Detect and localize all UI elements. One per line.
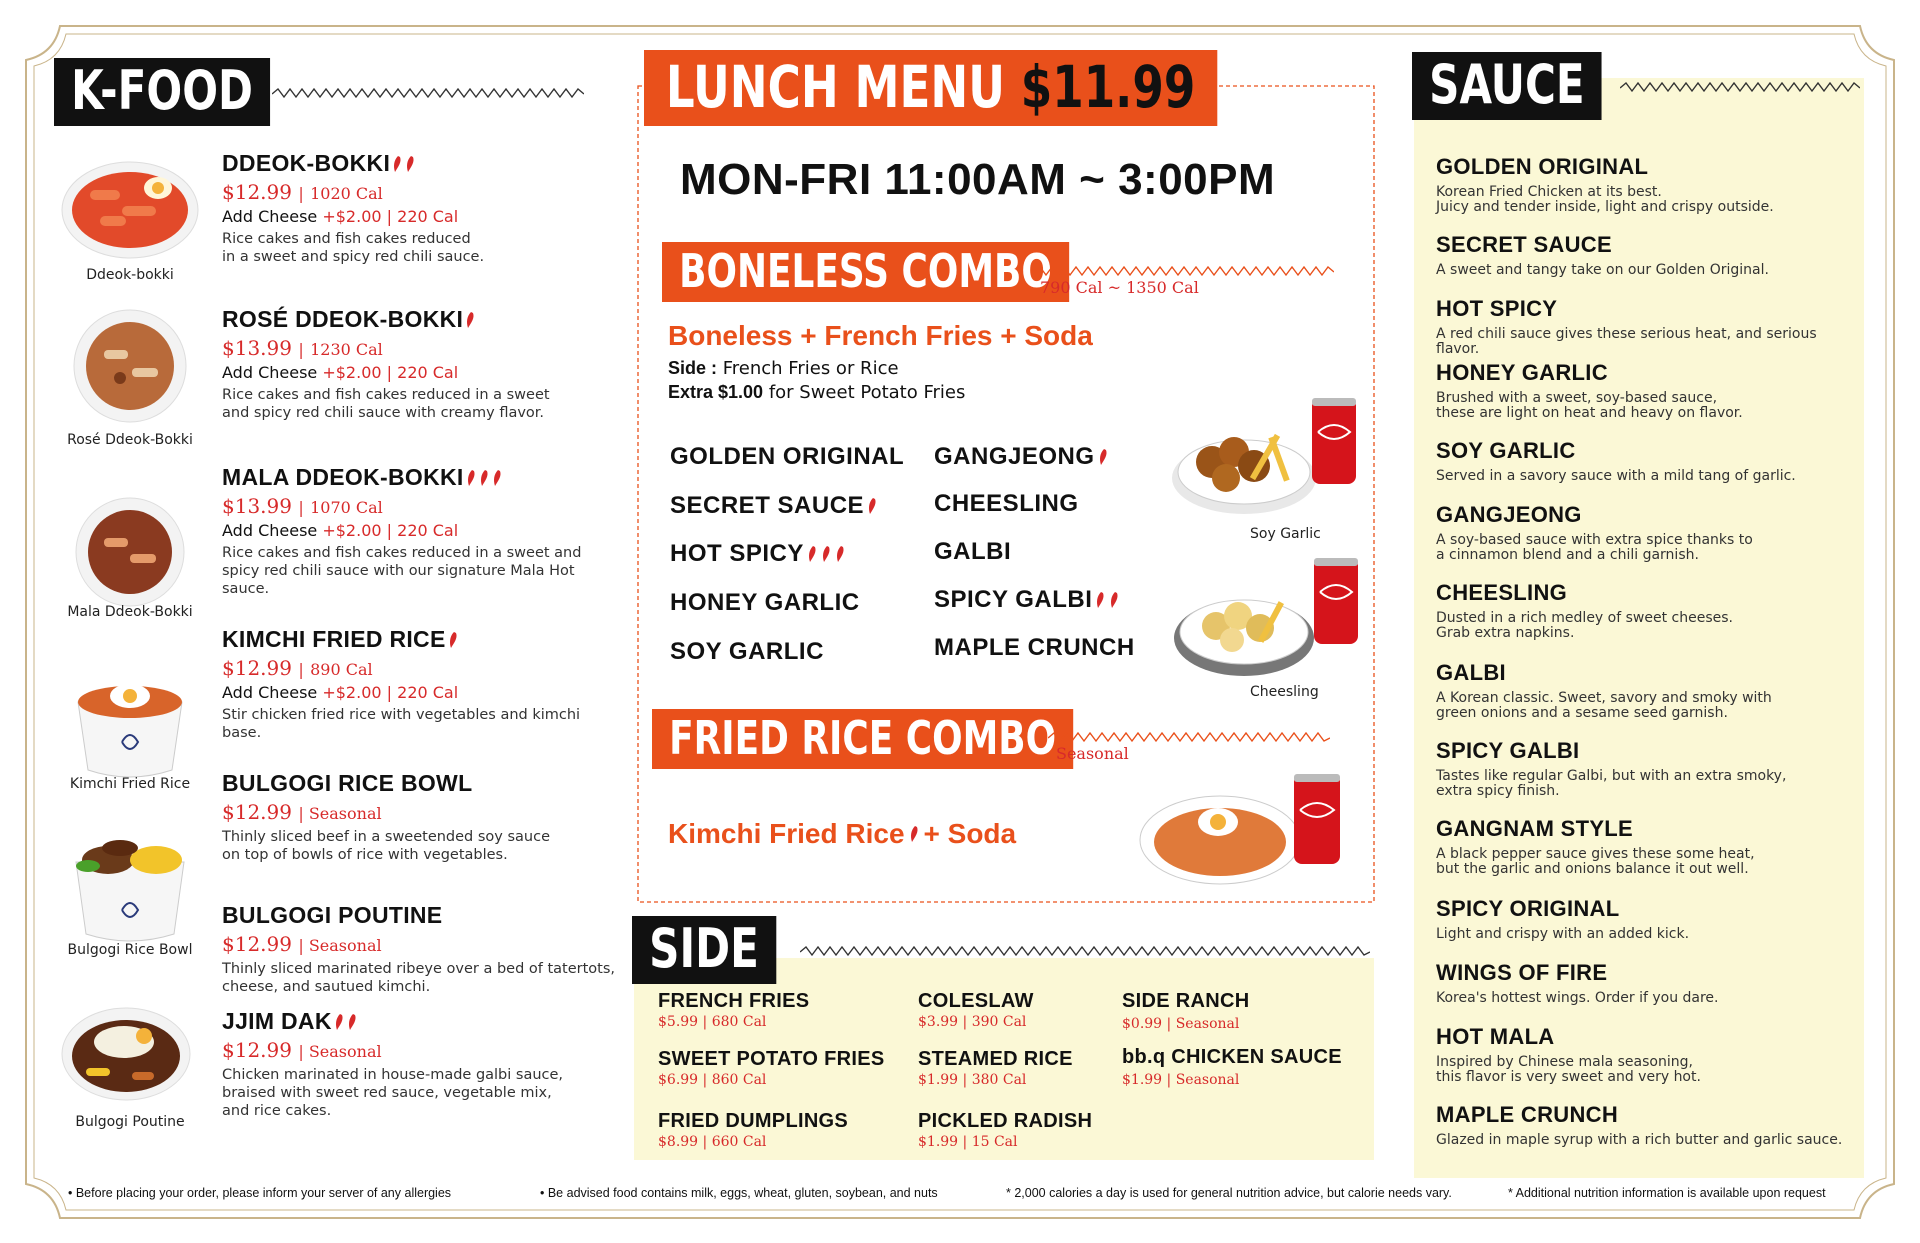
side-side-ranch-price: $0.99 | Seasonal [1122, 1016, 1240, 1032]
chili-pepper-icon [392, 155, 403, 173]
sauce-name: HOT SPICY [1436, 296, 1558, 321]
rose-ddeok-bokki-caption: Rosé Ddeok-Bokki [67, 432, 193, 448]
add-cheese-price: +$2.00 [322, 363, 382, 382]
chili-pepper-icon [807, 545, 818, 563]
kimchi-fried-rice-caption: Kimchi Fried Rice [69, 776, 191, 792]
combo-flavor-maple-crunch[interactable] [934, 634, 1135, 662]
side-title: SIDE [632, 916, 776, 984]
bulgogi-poutine-calories: | Seasonal [298, 936, 382, 955]
bulgogi-rice-bowl-caption: Bulgogi Rice Bowl [67, 942, 193, 958]
side-pickled-radish-price: $1.99 | 15 Cal [918, 1134, 1018, 1150]
sauce-desc: green onions and a sesame seed garnish. [1436, 705, 1728, 722]
ddeok-bokki-caption: Ddeok-bokki [86, 267, 174, 283]
fried-rice-combo-note: Seasonal [1056, 744, 1129, 763]
sauce-wings-of-fire[interactable] [1436, 960, 1856, 1006]
side-side-ranch[interactable]: SIDE RANCH [1122, 990, 1250, 1012]
sauce-maple-crunch[interactable] [1436, 1102, 1856, 1148]
soy-garlic-photo-caption: Soy Garlic [1250, 526, 1321, 542]
sauce-name: MAPLE CRUNCH [1436, 1102, 1619, 1127]
side-steamed-rice-price: $1.99 | 380 Cal [918, 1072, 1027, 1088]
lunch-hours: MON-FRI 11:00AM ~ 3:00PM [680, 155, 1276, 204]
combo-flavor-golden-original[interactable] [670, 443, 904, 471]
chili-pepper-icon [1109, 591, 1120, 609]
combo-flavor-cheesling[interactable] [934, 490, 1079, 518]
bulgogi-poutine-desc: cheese, and sautued kimchi. [222, 979, 431, 996]
side-fried-dumplings[interactable]: FRIED DUMPLINGS [658, 1110, 849, 1132]
add-cheese-calories: | 220 Cal [386, 363, 459, 382]
sauce-desc: A black pepper sauce gives these some heat, [1436, 846, 1755, 862]
sauce-name: CHEESLING [1436, 580, 1568, 605]
sauce-hot-mala[interactable] [1436, 1024, 1856, 1085]
rose-ddeok-bokki-price: $13.99 [222, 336, 292, 360]
add-cheese-calories: | 220 Cal [386, 521, 459, 540]
add-cheese-calories: | 220 Cal [386, 207, 459, 226]
bulgogi-rice-bowl-price: $12.99 [222, 800, 292, 824]
sauce-name: SPICY ORIGINAL [1436, 896, 1620, 921]
chili-pepper-icon [448, 631, 459, 649]
footer-calorie-note: * 2,000 calories a day is used for general nutrition advice, but calorie needs vary. [1006, 1186, 1452, 1200]
sauce-desc: Light and crispy with an added kick. [1436, 926, 1690, 942]
side-pickled-radish[interactable]: PICKLED RADISH [918, 1110, 1093, 1132]
flavor-label: HOT SPICY [670, 540, 804, 567]
side-sweet-potato-fries[interactable]: SWEET POTATO FRIES [658, 1048, 885, 1070]
sauce-name: HOT MALA [1436, 1024, 1555, 1049]
sauce-name: GANGNAM STYLE [1436, 816, 1634, 841]
flavor-label: GANGJEONG [934, 443, 1095, 470]
sauce-gangjeong[interactable] [1436, 502, 1856, 563]
sauce-cheesling[interactable] [1436, 580, 1856, 641]
side-french-fries-price: $5.99 | 680 Cal [658, 1014, 767, 1030]
sauce-desc: Grab extra napkins. [1436, 625, 1575, 642]
flavor-label: GOLDEN ORIGINAL [670, 443, 905, 470]
combo-flavor-gangjeong[interactable] [934, 443, 1109, 471]
rose-ddeok-bokki-separator: | [298, 340, 304, 359]
sauce-name: SECRET SAUCE [1436, 232, 1612, 257]
flavor-label: SECRET SAUCE [670, 492, 865, 519]
add-cheese-label: Add Cheese [222, 683, 318, 702]
ddeok-bokki-price: $12.99 [222, 180, 292, 204]
kfood-title: K-FOOD [54, 58, 270, 126]
mala-ddeok-bokki-caption: Mala Ddeok-Bokki [67, 604, 193, 620]
sauce-desc: extra spicy finish. [1436, 783, 1560, 800]
kfood-zigzag-divider [272, 88, 584, 100]
bulgogi-poutine-desc: Thinly sliced marinated ribeye over a bed of tatertots, [222, 961, 616, 977]
kimchi-fried-rice-photo [60, 662, 200, 782]
side-bbq-chicken-sauce[interactable]: bb.q CHICKEN SAUCE [1122, 1046, 1342, 1068]
kimchi-fried-rice-calories: 890 Cal [310, 660, 373, 679]
sauce-name: GOLDEN ORIGINAL [1436, 154, 1649, 179]
sauce-galbi[interactable] [1436, 660, 1856, 721]
sauce-desc: A red chili sauce gives these serious heat, and serious flavor. [1436, 326, 1817, 358]
add-cheese-price: +$2.00 [322, 207, 382, 226]
side-steamed-rice[interactable]: STEAMED RICE [918, 1048, 1073, 1070]
side-sweet-potato-fries-price: $6.99 | 860 Cal [658, 1072, 767, 1088]
sauce-title: SAUCE [1412, 52, 1602, 120]
add-cheese-price: +$2.00 [322, 683, 382, 702]
mala-ddeok-bokki-photo [60, 492, 200, 612]
side-french-fries[interactable]: FRENCH FRIES [658, 990, 810, 1012]
bulgogi-rice-bowl-name: BULGOGI RICE BOWL [222, 770, 473, 796]
mala-ddeok-bokki-name: MALA DDEOK-BOKKI [222, 464, 464, 490]
sauce-desc: Dusted in a rich medley of sweet cheeses. [1436, 610, 1733, 626]
footer-allergy-note: • Before placing your order, please inform your server of any allergies [68, 1186, 452, 1200]
mala-ddeok-bokki-desc: spicy red chili sauce with our signature Mala Hot sauce. [222, 563, 575, 598]
ddeok-bokki-separator: | [298, 184, 304, 203]
ddeok-bokki-desc: in a sweet and spicy red chili sauce. [222, 249, 485, 266]
flavor-label: CHEESLING [934, 490, 1079, 517]
jjim-dak-photo [56, 994, 196, 1114]
lunch-menu-title: LUNCH MENU [665, 53, 1005, 121]
flavor-label: GALBI [934, 538, 1012, 565]
ddeok-bokki-calories: 1020 Cal [310, 184, 383, 203]
side-choice-label: Side : [668, 358, 718, 378]
fried-rice-zigzag-divider [1048, 732, 1330, 744]
chili-pepper-icon [1098, 448, 1109, 466]
jjim-dak-desc: and rice cakes. [222, 1103, 332, 1120]
sauce-spicy-galbi[interactable] [1436, 738, 1856, 799]
kimchi-fried-rice-price: $12.99 [222, 656, 292, 680]
kfood-item-jjim-dak[interactable] [60, 1008, 620, 1158]
combo-flavor-honey-garlic[interactable] [670, 589, 860, 617]
fried-rice-combo-title: FRIED RICE COMBO [652, 709, 1073, 769]
bulgogi-rice-bowl-desc: on top of bowls of rice with vegetables. [222, 847, 508, 864]
sauce-desc: Served in a savory sauce with a mild tang of garlic. [1436, 468, 1796, 484]
rose-ddeok-bokki-name: ROSÉ DDEOK-BOKKI [222, 306, 464, 332]
side-fried-dumplings-price: $8.99 | 660 Cal [658, 1134, 767, 1150]
cheesling-photo-caption: Cheesling [1250, 684, 1319, 700]
sauce-desc: Tastes like regular Galbi, but with an extra smoky, [1436, 768, 1787, 784]
kfood-item-rose-ddeok-bokki[interactable] [60, 306, 620, 446]
kfood-item-ddeok-bokki[interactable] [60, 150, 620, 290]
sauce-honey-garlic[interactable] [1436, 360, 1856, 421]
jjim-dak-price: $12.99 [222, 1038, 292, 1062]
add-cheese-label: Add Cheese [222, 363, 318, 382]
combo-flavor-galbi[interactable] [934, 538, 1011, 566]
sauce-desc: Korea's hottest wings. Order if you dare. [1436, 990, 1719, 1006]
chili-pepper-icon [867, 497, 878, 515]
rose-ddeok-bokki-desc: Rice cakes and fish cakes reduced in a sweet [222, 387, 550, 403]
fried-rice-combo-headline [668, 818, 1016, 850]
jjim-dak-caption: Bulgogi Poutine [75, 1114, 185, 1130]
lunch-menu-banner [644, 50, 1217, 126]
chili-pepper-icon [835, 545, 846, 563]
kimchi-fried-rice-separator: | [298, 660, 304, 679]
chili-pepper-icon [1095, 591, 1106, 609]
mala-ddeok-bokki-calories: 1070 Cal [310, 498, 383, 517]
rose-ddeok-bokki-calories: 1230 Cal [310, 340, 383, 359]
combo-flavor-spicy-galbi[interactable] [934, 586, 1120, 614]
flavor-label: HONEY GARLIC [670, 589, 860, 616]
footer-nutrition-note: * Additional nutrition information is available upon request [1508, 1186, 1826, 1200]
boneless-combo-title: BONELESS COMBO [662, 242, 1069, 302]
kimchi-fried-rice-desc: Stir chicken fried rice with vegetables and kimchi base. [222, 707, 581, 742]
sauce-desc: Juicy and tender inside, light and crispy outside. [1436, 199, 1774, 216]
flavor-label: SOY GARLIC [670, 638, 824, 665]
side-coleslaw-price: $3.99 | 390 Cal [918, 1014, 1027, 1030]
bulgogi-rice-bowl-desc: Thinly sliced beef in a sweetended soy sauce [222, 829, 551, 845]
bulgogi-poutine-name: BULGOGI POUTINE [222, 902, 443, 928]
combo-flavor-soy-garlic[interactable] [670, 638, 824, 666]
mala-ddeok-bokki-separator: | [298, 498, 304, 517]
footer-ingredients-note: • Be advised food contains milk, eggs, wheat, gluten, soybean, and nuts [540, 1186, 938, 1200]
sauce-name: HONEY GARLIC [1436, 360, 1608, 385]
combo-flavor-hot-spicy[interactable] [670, 540, 846, 568]
sauce-desc: A sweet and tangy take on our Golden Original. [1436, 262, 1769, 278]
chili-pepper-icon [405, 155, 416, 173]
sauce-golden-original[interactable] [1436, 154, 1856, 215]
sauce-gangnam-style[interactable] [1436, 816, 1856, 877]
sauce-zigzag-divider [1620, 82, 1860, 94]
boneless-zigzag-divider [1034, 266, 1334, 278]
sauce-desc: Glazed in maple syrup with a rich butter and garlic sauce. [1436, 1132, 1843, 1148]
extra-charge-value: for Sweet Potato Fries [768, 382, 966, 403]
chili-pepper-icon [909, 825, 920, 843]
kimchi-fried-rice-name: KIMCHI FRIED RICE [222, 626, 446, 652]
chili-pepper-icon [347, 1013, 358, 1031]
sauce-spicy-original[interactable] [1436, 896, 1856, 942]
add-cheese-price: +$2.00 [322, 521, 382, 540]
combo-flavor-secret-sauce[interactable] [670, 492, 878, 520]
sauce-desc: Inspired by Chinese mala seasoning, [1436, 1054, 1693, 1070]
kfood-item-mala-ddeok-bokki[interactable] [60, 456, 620, 620]
sauce-name: SPICY GALBI [1436, 738, 1580, 763]
chili-pepper-icon [479, 469, 490, 487]
side-coleslaw[interactable]: COLESLAW [918, 990, 1034, 1012]
chili-pepper-icon [466, 469, 477, 487]
chili-pepper-icon [492, 469, 503, 487]
side-choice-value: French Fries or Rice [722, 358, 899, 379]
jjim-dak-name: JJIM DAK [222, 1008, 332, 1034]
fried-rice-combo-drink: + Soda [923, 818, 1017, 849]
ddeok-bokki-name: DDEOK-BOKKI [222, 150, 391, 176]
sauce-desc: a cinnamon blend and a chili garnish. [1436, 547, 1699, 564]
sauce-desc: A Korean classic. Sweet, savory and smoky with [1436, 690, 1772, 706]
chili-pepper-icon [334, 1013, 345, 1031]
jjim-dak-desc: Chicken marinated in house-made galbi sauce, [222, 1067, 564, 1083]
sauce-desc: but the garlic and onions balance it out well. [1436, 861, 1749, 878]
sauce-desc: Brushed with a sweet, soy-based sauce, [1436, 390, 1718, 406]
sauce-name: WINGS OF FIRE [1436, 960, 1608, 985]
sauce-desc: this flavor is very sweet and very hot. [1436, 1069, 1701, 1086]
sauce-hot-spicy[interactable] [1436, 296, 1856, 357]
bulgogi-poutine-price: $12.99 [222, 932, 292, 956]
extra-charge-label: Extra $1.00 [668, 382, 764, 402]
sauce-desc: Korean Fried Chicken at its best. [1436, 184, 1662, 200]
add-cheese-label: Add Cheese [222, 521, 318, 540]
fried-rice-combo-item: Kimchi Fried Rice [668, 818, 905, 849]
ddeok-bokki-photo [60, 150, 200, 270]
sauce-desc: these are light on heat and heavy on flavor. [1436, 405, 1743, 422]
flavor-label: SPICY GALBI [934, 586, 1093, 613]
rose-ddeok-bokki-photo [60, 306, 200, 426]
ddeok-bokki-desc: Rice cakes and fish cakes reduced [222, 231, 471, 247]
boneless-combo-headline: Boneless + French Fries + Soda [668, 320, 1093, 351]
rose-ddeok-bokki-desc: and spicy red chili sauce with creamy flavor. [222, 405, 545, 422]
add-cheese-calories: | 220 Cal [386, 683, 459, 702]
side-zigzag-divider [800, 946, 1370, 958]
sauce-name: GANGJEONG [1436, 502, 1582, 527]
flavor-label: MAPLE CRUNCH [934, 634, 1135, 661]
jjim-dak-desc: braised with sweet red sauce, vegetable mix, [222, 1085, 552, 1102]
add-cheese-label: Add Cheese [222, 207, 318, 226]
chili-pepper-icon [821, 545, 832, 563]
bulgogi-rice-bowl-calories: | Seasonal [298, 804, 382, 823]
kimchi-fried-rice-combo-photo [1136, 770, 1346, 890]
sauce-name: GALBI [1436, 660, 1506, 685]
cheesling-combo-photo [1164, 554, 1364, 694]
mala-ddeok-bokki-desc: Rice cakes and fish cakes reduced in a sweet and [222, 545, 582, 561]
boneless-combo-calories: 790 Cal ~ 1350 Cal [1040, 278, 1199, 297]
mala-ddeok-bokki-price: $13.99 [222, 494, 292, 518]
sauce-secret-sauce[interactable] [1436, 232, 1856, 278]
sauce-name: SOY GARLIC [1436, 438, 1576, 463]
side-bbq-chicken-sauce-price: $1.99 | Seasonal [1122, 1072, 1240, 1088]
lunch-menu-price: $11.99 [1020, 53, 1196, 121]
soy-garlic-combo-photo [1162, 392, 1362, 532]
jjim-dak-calories: | Seasonal [298, 1042, 382, 1061]
sauce-desc: A soy-based sauce with extra spice thanks to [1436, 532, 1753, 548]
chili-pepper-icon [465, 311, 476, 329]
sauce-soy-garlic[interactable] [1436, 438, 1856, 484]
